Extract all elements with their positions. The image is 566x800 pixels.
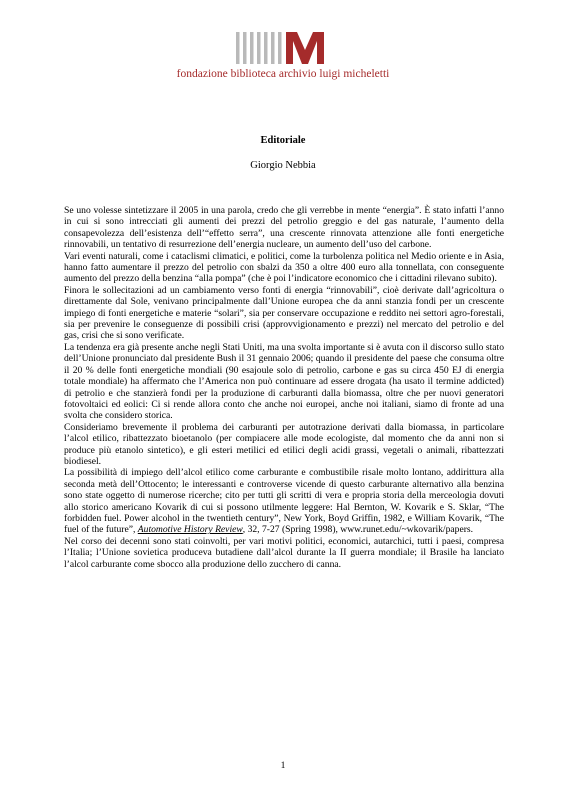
logo-letter-m — [286, 32, 324, 64]
foundation-logo-mark — [236, 32, 330, 64]
paragraph: Consideriamo brevemente il problema dei carburanti per autotrazione derivati dalla biomassa, in particolare l’alcol etilico, ribattezzato bioetanolo (per compiacere alle mode ecologiste, dal momento che da anni non si produce più etanolo sintetico), e gli esteri metilici ed etilici degli acidi grassi, vegetali o animali, ribattezzati biodiesel. — [64, 421, 504, 467]
journal-title-link[interactable]: Automotive History Review — [137, 524, 243, 536]
page-number: 1 — [280, 760, 286, 771]
header-logo — [0, 32, 566, 80]
article-title: Editoriale — [260, 135, 306, 146]
article-author: Giorgio Nebbia — [250, 160, 316, 171]
paragraph-text: , 32, 7-27 (Spring 1998), www.runet.edu/~wkovarik/papers. — [242, 524, 474, 536]
paragraph — [64, 467, 504, 535]
logo-grey-bars — [236, 32, 282, 64]
paragraph-text: La possibilità di impiego dell’alcol etilico come carburante e combustibile risale molto lontano, addirittura alla seconda metà dell’Ottocento; le interessanti e controverse vicende di questo carburante alternativo alla benzina sono state oggetto di numerose ricerche; cito per tutti gli scritti di vera e propria storia della merceologia dovuti allo storico americano Kovarik di cui si possono utilmente leggere: Hal Bernton, W. Kovarik e S. Sklar, “The forbidden fuel. Power alcohol in the twentieth century”, New York, Boyd Griffin, 1982, e William Kovarik, “The fuel of the future”, — [64, 467, 504, 536]
paragraph: Vari eventi naturali, come i cataclismi climatici, e politici, come la turbolenza politica nel Medio oriente e in Asia, hanno fatto aumentare il prezzo del petrolio con sbalzi da 350 a oltre 400 euro alla tonnellata, con conseguente aumento del prezzo della benzina “alla pompa” (che è poi l’indicatore economico che i cittadini rilevano subito). — [64, 250, 504, 285]
paragraph: La tendenza era già presente anche negli Stati Uniti, ma una svolta importante si è avuta con il discorso sullo stato dell’Unione pronunciato dal presidente Bush il 31 gennaio 2006; quando il presidente del paese che consuma oltre il 20 % delle fonti energetiche mondiali (90 esajoule solo di petrolio, carbone e gas su circa 450 EJ di energia totale mondiale) ha affermato che l’America non può continuare ad essere drogata (ha usato il termine addicted) di petrolio e che stanzierà fondi per la produzione di carburanti dalla biomassa, oltre che per nuovi generatori fotovoltaici ed eolici: Ci si rende allora conto che anche noi europei, anche noi italiani, siamo di fronte ad una svolta che considero storica. — [64, 341, 504, 422]
paragraph: Nel corso dei decenni sono stati coinvolti, per vari motivi politici, economici, autarchici, tutti i paesi, compresa l’Italia; l’Unione sovietica produceva butadiene dall’alcol durante la II guerra mondiale; il Brasile ha lanciato l’alcol carburante come sbocco alla produzione dello zucchero di canna. — [64, 535, 504, 570]
foundation-name: fondazione biblioteca archivio luigi micheletti — [176, 68, 390, 80]
paragraph: Finora le sollecitazioni ad un cambiamento verso fonti di energia “rinnovabili”, cioè derivate dall’agricoltura o direttamente dal Sole, venivano principalmente dall’Unione europea che da anni stanzia fondi per un crescente impiego di fonti energetiche e materie “solari”, sia per conservare occupazione e reddito nei settori agro-forestali, sia per prevenire le conseguenze di possibili crisi (approvvigionamento e prezzi) nel mercato del petrolio e del gas, crisi che si sono verificate. — [64, 284, 504, 342]
article-body — [64, 205, 504, 570]
paragraph: Se uno volesse sintetizzare il 2005 in una parola, credo che gli verrebbe in mente “energia”. È stato infatti l’anno in cui si sono intrecciati gli aumenti dei prezzi del petrolio greggio e del gas naturale, l’aumento della consapevolezza dell’esistenza dell’“effetto serra”, una crescente rinnovata attenzione alle fonti energetiche rinnovabili, un tentativo di resurrezione dell’energia nucleare, un aumento dell’uso del carbone. — [64, 205, 504, 251]
